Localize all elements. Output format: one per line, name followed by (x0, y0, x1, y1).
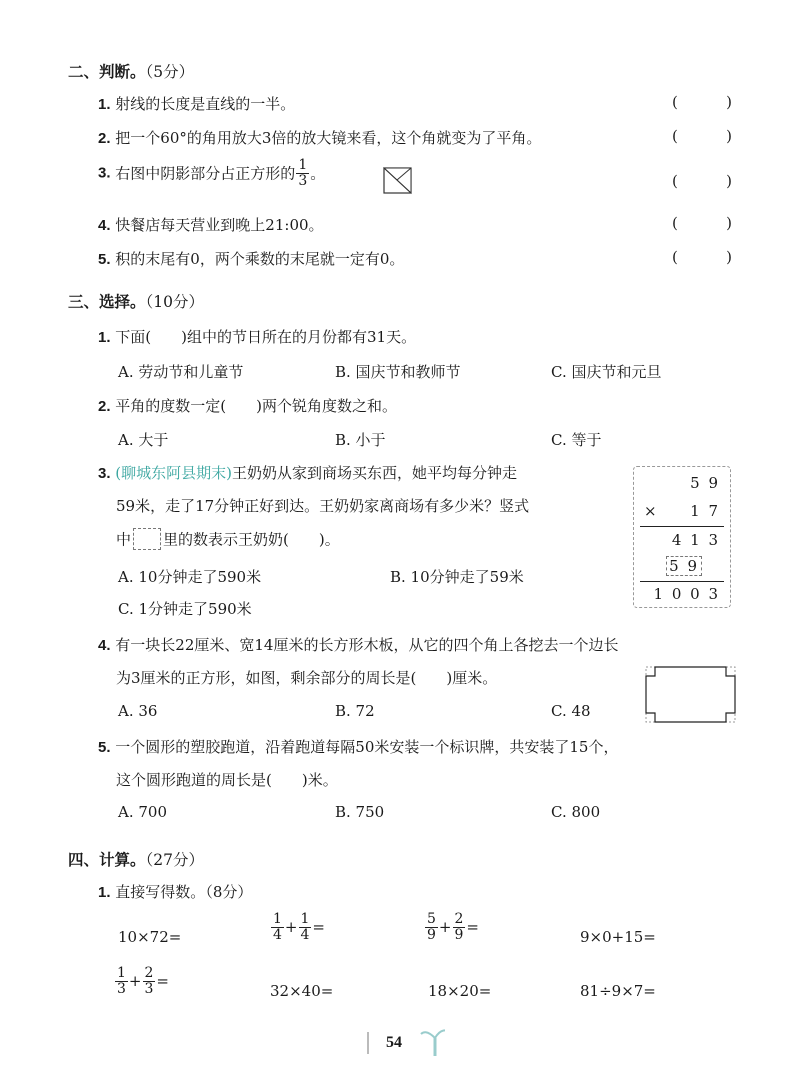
calc-expr-8: 81÷9×7= (580, 982, 656, 1000)
judge-item-1: 1. 射线的长度是直线的一半。 (98, 95, 296, 113)
calc-expr-4: 9×0+15= (580, 928, 656, 946)
q1-option-b[interactable]: B. 国庆节和教师节 (335, 363, 461, 381)
choice-q2: 2. 平角的度数一定( )两个锐角度数之和。 (98, 397, 398, 415)
choice-q5-line2: 这个圆形跑道的周长是( )米。 (116, 771, 338, 789)
choice-q4-line1: 4. 有一块长22厘米、宽14厘米的长方形木板，从它的四个角上各挖去一个边长 (98, 636, 619, 654)
q5-option-a[interactable]: A. 700 (118, 803, 167, 821)
page-decoration-icon (365, 1024, 445, 1060)
q5-option-c[interactable]: C. 800 (551, 803, 601, 821)
cut-corner-rectangle-figure (645, 666, 737, 724)
calc-expr-5: $\frac{1}{3}$ + $\frac{2}{3}$ = (117, 965, 169, 997)
choice-q3-line2: 59米，走了17分钟正好到达。王奶奶家离商场有多少米？竖式 (116, 497, 530, 515)
q3-option-b[interactable]: B. 10分钟走了59米 (390, 568, 524, 586)
q1-option-a[interactable]: A. 劳动节和儿童节 (118, 363, 244, 381)
calc-expr-2: $\frac{1}{4}$ + $\frac{1}{4}$ = (273, 911, 325, 943)
q5-option-b[interactable]: B. 750 (335, 803, 385, 821)
highlighted-partial-product: 5 9 (666, 556, 702, 576)
q2-option-c[interactable]: C. 等于 (551, 431, 602, 449)
choice-q3-line1: 3. (聊城东阿县期末)王奶奶从家到商场买东西，她平均每分钟走 (98, 464, 518, 482)
shaded-square-figure (383, 167, 413, 195)
judge-item-2: 2. 把一个60°的角用放大3倍的放大镜来看，这个角就变为了平角。 (98, 129, 542, 147)
q4-option-b[interactable]: B. 72 (335, 702, 375, 720)
choice-q4-line2: 为3厘米的正方形，如图，剩余部分的周长是( )厘米。 (116, 669, 498, 687)
fraction-one-third: $\frac{1}{3}$ (298, 157, 308, 189)
q3-option-a[interactable]: A. 10分钟走了590米 (118, 568, 262, 586)
calc-subtitle: 1. 直接写得数。（8分） (98, 883, 253, 901)
section-choice-title: 三、选择。（10分） (68, 293, 204, 311)
q2-option-a[interactable]: A. 大于 (118, 431, 169, 449)
vertical-multiplication: 5 9 × 1 7 4 1 3 5 9 1 0 0 3 (633, 466, 731, 608)
q1-option-c[interactable]: C. 国庆节和元旦 (551, 363, 662, 381)
q4-option-a[interactable]: A. 36 (118, 702, 158, 720)
calc-expr-7: 18×20= (428, 982, 492, 1000)
page-number: 54 (386, 1034, 402, 1051)
q4-option-c[interactable]: C. 48 (551, 702, 591, 720)
dotted-box-icon (133, 528, 161, 550)
choice-q1: 1. 下面( )组中的节日所在的月份都有31天。 (98, 328, 417, 346)
choice-q3-line3: 中 里的数表示王奶奶( )。 (116, 528, 340, 550)
calc-expr-6: 32×40= (270, 982, 334, 1000)
judge-item-3: 3. 右图中阴影部分占正方形的 $\frac{1}{3}$ 。 (98, 157, 326, 189)
choice-q5-line1: 5. 一个圆形的塑胶跑道，沿着跑道每隔50米安装一个标识牌，共安装了15个， (98, 738, 619, 756)
section-judge-title (68, 60, 194, 82)
section-points: （5分） (145, 63, 195, 81)
judge-item-4: 4. 快餐店每天营业到晚上21:00。 (98, 216, 324, 234)
q2-option-b[interactable]: B. 小于 (335, 431, 386, 449)
judge-item-5: 5. 积的末尾有0，两个乘数的末尾就一定有0。 (98, 250, 405, 268)
calc-expr-1: 10×72= (118, 928, 182, 946)
source-tag: (聊城东阿县期末) (115, 464, 233, 482)
q3-option-c[interactable]: C. 1分钟走了590米 (118, 600, 252, 618)
section-calc-title: 四、计算。（27分） (68, 851, 204, 869)
section-title-text: 二、判断。 (68, 63, 146, 81)
calc-expr-3: $\frac{5}{9}$ + $\frac{2}{9}$ = (427, 911, 479, 943)
